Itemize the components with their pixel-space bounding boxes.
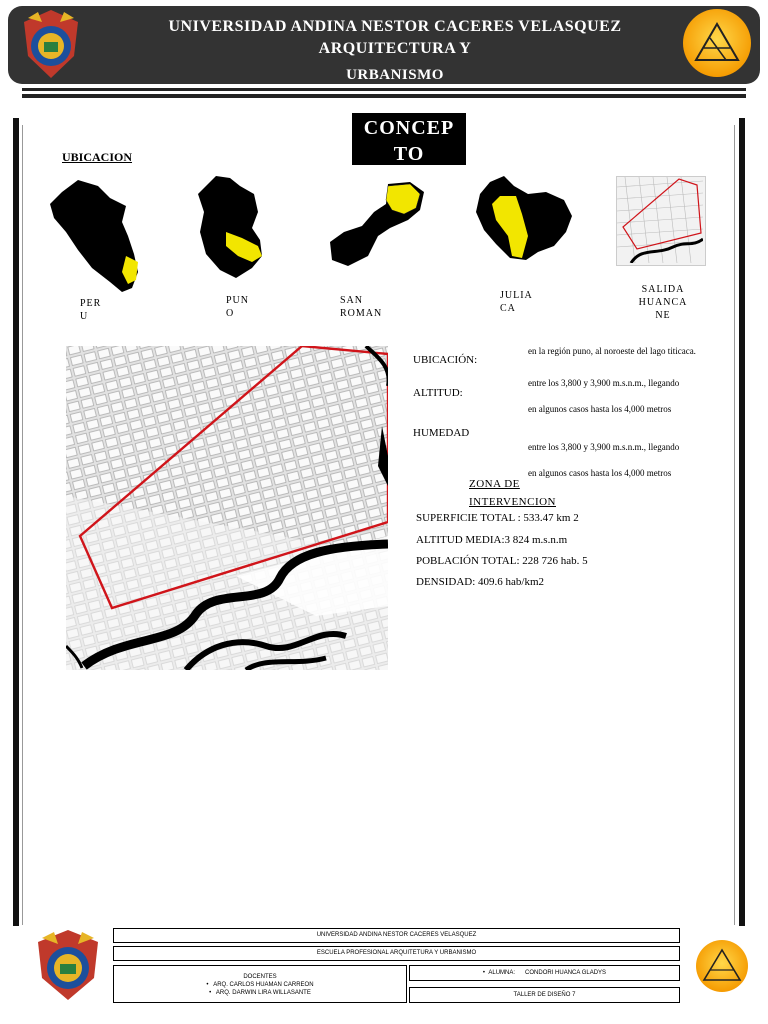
info-altitud-text-2: en algunos casos hasta los 4,000 metros [528, 404, 672, 414]
footer-university-crest [34, 928, 102, 1002]
footer-university-name: UNIVERSIDAD ANDINA NESTOR CACERES VELASQUEZ [316, 932, 477, 938]
map-san-roman [328, 180, 428, 270]
location-section-title: UBICACION [62, 150, 133, 164]
footer-university-box [113, 928, 680, 943]
header-faculty-line-2: URBANISMO [346, 67, 444, 83]
map-label-salida-huancane [632, 283, 694, 322]
info-altitud-label: ALTITUD: [413, 387, 463, 399]
info-altitud-text-1: entre los 3,800 y 3,900 m.s.n.m., llegando [528, 378, 680, 388]
zona-intervencion-label [469, 478, 556, 508]
map-label-salida-line1: SALIDA [641, 284, 685, 295]
info-humedad-text-2: en algunos casos hasta los 4,000 metros [528, 468, 672, 478]
frame-right-border [739, 118, 745, 926]
concept-title-line2: TO [393, 143, 425, 165]
intervention-city-map [66, 346, 388, 670]
frame-left-inner-line [22, 125, 23, 925]
footer-docentes-title: DOCENTES [243, 974, 277, 980]
concept-title-line1: CONCEP [363, 117, 455, 139]
map-label-salida-line2: HUANCA [638, 297, 688, 308]
university-crest [20, 8, 82, 80]
footer-docente-2: • ARQ. DARWIN LIRA WILLASANTE [209, 990, 311, 996]
footer-alumna-box: • ALUMNA: CONDORI HUANCA GLADYS [409, 965, 680, 981]
concept-title-box [352, 113, 466, 165]
header-faculty-line: ARQUITECTURA Y [318, 40, 472, 57]
info-ubicacion-text: en la región puno, al noroeste del lago titicaca. [528, 346, 696, 356]
footer-docentes-box [113, 965, 407, 1003]
map-label-peru [80, 297, 108, 323]
footer-school-name: ESCUELA PROFESIONAL ARQUITETURA Y URBANISMO [316, 950, 477, 956]
map-label-peru-line2: U [80, 311, 89, 322]
footer-taller-box [409, 987, 680, 1003]
stat-poblacion: POBLACIÓN TOTAL: 228 726 hab. 5 [416, 555, 588, 567]
info-ubicacion-label: UBICACIÓN: [413, 354, 478, 366]
map-label-juliaca [500, 289, 540, 315]
map-label-puno-line1: PUN [226, 295, 250, 306]
footer-docente-1: • ARQ. CARLOS HUAMAN CARREON [206, 982, 314, 988]
frame-left-border [13, 118, 19, 926]
footer-faculty-logo [684, 920, 760, 1004]
stat-densidad: DENSIDAD: 409.6 hab/km2 [416, 576, 545, 588]
frame-right-inner-line [734, 125, 735, 925]
map-puno [196, 172, 270, 282]
map-label-juliaca-line1: JULIA [500, 290, 533, 301]
map-label-puno-line2: O [226, 308, 235, 319]
map-juliaca [474, 174, 574, 264]
map-label-san-roman-line2: ROMAN [340, 308, 383, 319]
map-label-san-roman-line1: SAN [340, 295, 364, 306]
map-label-salida-line3: NE [655, 310, 671, 321]
header-divider-thick [22, 94, 746, 98]
stat-superficie: SUPERFICIE TOTAL : 533.47 km 2 [416, 512, 579, 524]
map-label-san-roman [340, 294, 390, 320]
header-divider [22, 88, 746, 91]
footer-docente-1-name: ARQ. CARLOS HUAMAN CARREON [213, 982, 314, 988]
footer-school-box [113, 946, 680, 961]
zona-line1: ZONA DE [469, 478, 520, 490]
map-label-juliaca-line2: CA [500, 303, 516, 314]
footer-docente-2-name: ARQ. DARWIN LIRA WILLASANTE [215, 990, 311, 996]
footer-taller-name: TALLER DE DISEÑO 7 [513, 992, 576, 998]
faculty-logo [682, 8, 752, 78]
map-label-peru-line1: PER [80, 298, 102, 309]
zona-line2: INTERVENCION [469, 496, 556, 508]
map-peru [48, 176, 140, 296]
info-humedad-label: HUMEDAD [413, 427, 470, 439]
header-university-name: UNIVERSIDAD ANDINA NESTOR CACERES VELASQUEZ [168, 18, 622, 35]
map-salida-huancane [616, 176, 706, 266]
info-humedad-text-1: entre los 3,800 y 3,900 m.s.n.m., llegando [528, 442, 680, 452]
stat-altitud-media: ALTITUD MEDIA:3 824 m.s.n.m [416, 534, 568, 546]
footer-alumna-name: CONDORI HUANCA GLADYS [525, 970, 607, 976]
footer-alumna-label: ALUMNA: [488, 970, 516, 976]
map-label-puno [226, 294, 256, 320]
